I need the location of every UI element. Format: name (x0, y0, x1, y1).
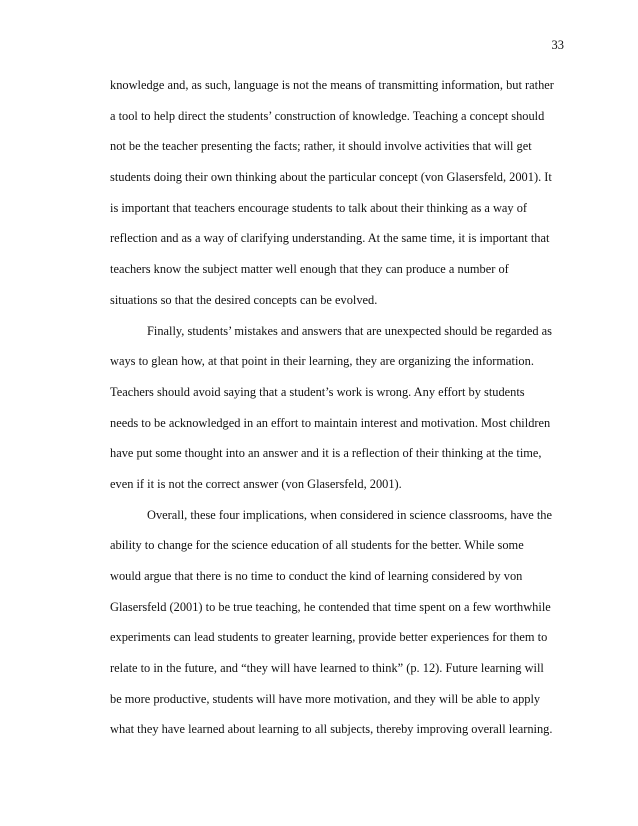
paragraph (110, 70, 566, 316)
text-line: knowledge and, as such, language is not the means of transmitting information, but rather (110, 78, 554, 92)
text-line: reflection and as a way of clarifying understanding. At the same time, it is important that (110, 231, 550, 246)
text-line: not be the teacher presenting the facts; rather, it should involve activities that will get (110, 139, 532, 154)
text-line: be more productive, students will have more motivation, and they will be able to apply (110, 691, 541, 706)
text-line: Teachers should avoid saying that a student’s work is wrong. Any effort by students (110, 384, 525, 399)
text-line: a tool to help direct the students’ construction of knowledge. Teaching a concept should (110, 108, 545, 123)
text-line: needs to be acknowledged in an effort to maintain interest and motivation. Most children (110, 415, 551, 430)
text-line: would argue that there is no time to conduct the kind of learning considered by von (110, 569, 523, 583)
text-line: experiments can lead students to greater learning, provide better experiences for them to (110, 630, 548, 645)
page-number: 33 (551, 38, 564, 52)
text-line: teachers know the subject matter well enough that they can produce a number of (110, 262, 509, 277)
text-line: what they have learned about learning to all subjects, thereby improving overall learning. (110, 722, 553, 737)
text-line: ways to glean how, at that point in their learning, they are organizing the information. (110, 354, 534, 369)
text-line: Finally, students’ mistakes and answers that are unexpected should be regarded as (147, 323, 552, 338)
text-line: students doing their own thinking about the particular concept (von Glasersfeld, 2001). It (110, 170, 552, 185)
text-line: have put some thought into an answer and it is a reflection of their thinking at the time, (110, 446, 542, 461)
text-line: Glasersfeld (2001) to be true teaching, he contended that time spent on a few worthwhile (110, 599, 551, 614)
text-line: ability to change for the science education of all students for the better. While some (110, 538, 524, 553)
paragraph (110, 316, 566, 500)
text-line: even if it is not the correct answer (von Glasersfeld, 2001). (110, 476, 402, 491)
text-line: relate to in the future, and “they will have learned to think” (p. 12). Future learning will (110, 661, 544, 676)
text-line: situations so that the desired concepts can be evolved. (110, 292, 378, 307)
text-line: is important that teachers encourage students to talk about their thinking as a way of (110, 200, 528, 215)
body-text (110, 70, 566, 745)
paragraph (110, 500, 566, 746)
text-line: Overall, these four implications, when considered in science classrooms, have the (147, 507, 552, 522)
